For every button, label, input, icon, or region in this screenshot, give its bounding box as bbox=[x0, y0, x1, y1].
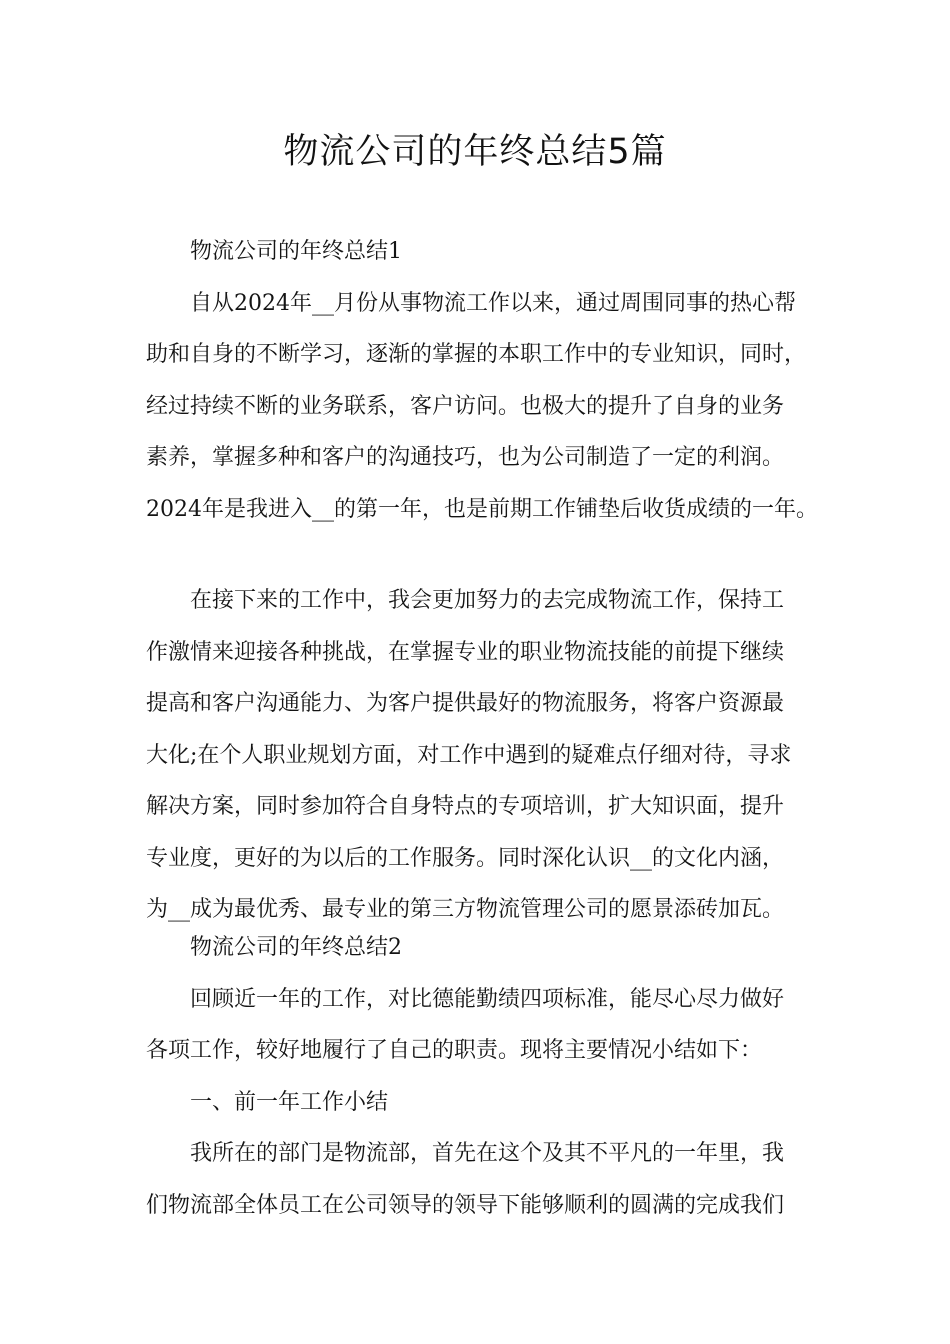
paragraph-line: 自从2024年__月份从事物流工作以来，通过周围同事的热心帮 bbox=[190, 290, 796, 316]
paragraph-line: 我所在的部门是物流部，首先在这个及其不平凡的一年里，我 bbox=[190, 1141, 785, 1166]
paragraph-line: 专业度，更好的为以后的工作服务。同时深化认识__的文化内涵， bbox=[146, 845, 785, 871]
document-title: 物流公司的年终总结5篇 bbox=[283, 132, 667, 172]
subheading: 一、前一年工作小结 bbox=[190, 1089, 389, 1115]
paragraph-line: 提高和客户沟通能力、为客户提供最好的物流服务，将客户资源最 bbox=[146, 691, 785, 716]
paragraph-line: 大化;在个人职业规划方面，对工作中遇到的疑难点仔细对待，寻求 bbox=[146, 742, 792, 768]
paragraph-line: 在接下来的工作中，我会更加努力的去完成物流工作，保持工 bbox=[190, 588, 785, 613]
section-2 bbox=[146, 922, 826, 1231]
paragraph-line: 各项工作，较好地履行了自己的职责。现将主要情况小结如下： bbox=[146, 1038, 763, 1063]
paragraph-line: 回顾近一年的工作，对比德能勤绩四项标准，能尽心尽力做好 bbox=[190, 986, 785, 1012]
paragraph-line: 们物流部全体员工在公司领导的领导下能够顺利的圆满的完成我们 bbox=[146, 1192, 785, 1218]
paragraph-line: 为__成为最优秀、最专业的第三方物流管理公司的愿景添砖加瓦。 bbox=[146, 897, 785, 922]
section-heading: 物流公司的年终总结1 bbox=[190, 239, 402, 264]
paragraph-line: 解决方案，同时参加符合自身特点的专项培训，扩大知识面，提升 bbox=[146, 794, 785, 819]
paragraph-line: 素养，掌握多种和客户的沟通技巧，也为公司制造了一定的利润。 bbox=[146, 445, 785, 470]
paragraph-line: 2024年是我进入__的第一年，也是前期工作铺垫后收货成绩的一年。 bbox=[146, 496, 818, 522]
section-heading: 物流公司的年终总结2 bbox=[190, 935, 402, 960]
paragraph-line: 助和自身的不断学习，逐渐的掌握的本职工作中的专业知识，同时， bbox=[146, 342, 807, 367]
paragraph-line: 作激情来迎接各种挑战，在掌握专业的职业物流技能的前提下继续 bbox=[146, 639, 785, 665]
section-1-paragraph-2 bbox=[146, 575, 826, 936]
section-1 bbox=[146, 226, 826, 535]
paragraph-line: 经过持续不断的业务联系，客户访问。也极大的提升了自身的业务 bbox=[146, 393, 785, 419]
